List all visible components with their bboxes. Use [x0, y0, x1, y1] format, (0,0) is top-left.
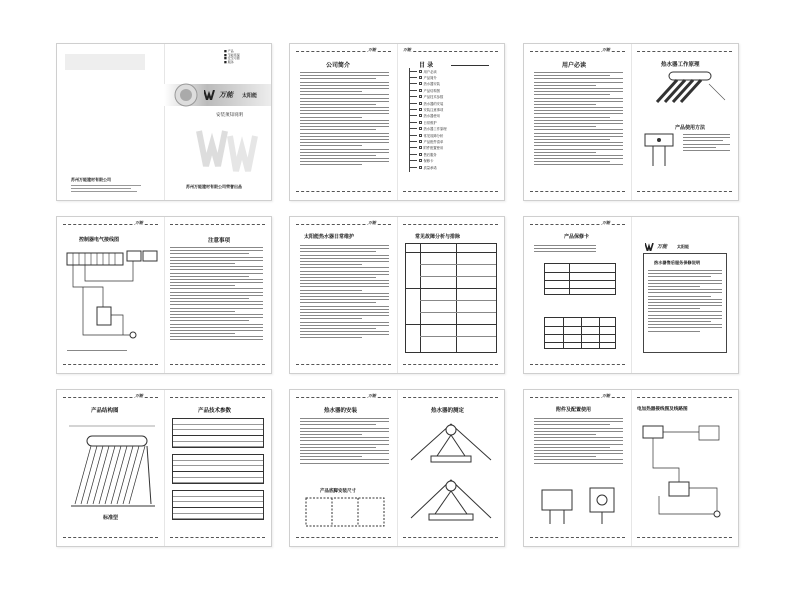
spread-installation: [289, 389, 505, 547]
installation-page: [290, 390, 397, 546]
catalog-item[interactable]: 日常维护: [409, 119, 447, 125]
w-logo-icon: [204, 90, 218, 100]
legend-item: ■ 服务: [224, 59, 234, 64]
installation-title: 热水器的安装: [324, 408, 358, 414]
wiring-title: 电加热器接线图及线路图: [637, 407, 688, 412]
spread-warranty: [523, 216, 739, 374]
legend-item: ■ 节能环保: [224, 52, 240, 57]
cover-legend: [224, 50, 240, 64]
repair-table: [544, 317, 616, 349]
header-logo: 万能: [368, 393, 376, 398]
catalog-item[interactable]: 热水器工作原理: [409, 126, 447, 132]
warranty-info-page: [631, 217, 738, 373]
company-name-back: 苏州万能建材有限公司: [71, 177, 111, 182]
header-logo: 万能: [602, 47, 610, 52]
electric-wiring-page: [631, 390, 738, 546]
maintenance-title: 太阳能热水器日常维护: [304, 234, 355, 240]
circuit-title: 控制器电气接线图: [79, 237, 120, 243]
header-logo: 万能: [135, 393, 143, 398]
precautions-page: [164, 217, 271, 373]
roof-diagram-2: [407, 470, 495, 526]
spread-user: [523, 43, 739, 201]
circuit-page: [57, 217, 164, 373]
header-logo: 万能: [368, 220, 376, 225]
catalog-item[interactable]: 保修卡: [409, 157, 447, 163]
accessory-sketch-2: [584, 486, 622, 526]
catalog-item[interactable]: 热水器安装: [409, 81, 447, 87]
company-name-front: 苏州万能建材有限公司荣誉出品: [186, 184, 242, 189]
catalog-item[interactable]: 热水器使用: [409, 113, 447, 119]
catalog-item[interactable]: 产品配件清单: [409, 138, 447, 144]
electric-wiring-diagram: [639, 418, 731, 526]
structure-page: [57, 390, 164, 546]
warranty-table: [544, 263, 616, 295]
legend-item: ■ 产品: [224, 49, 234, 53]
header-logo: 万能: [602, 393, 610, 398]
spread-accessories: [523, 389, 739, 547]
logo-text: 万能: [219, 92, 233, 99]
spread-structure: [56, 389, 272, 547]
user-title: 用户必读: [562, 62, 587, 69]
company-intro-page: [290, 44, 397, 200]
catalog-item[interactable]: 产品技术参数: [409, 94, 447, 100]
logo-text: 万能: [657, 244, 668, 250]
warranty-card-page: [524, 217, 631, 373]
catalog-item[interactable]: 热水器的安装: [409, 100, 447, 106]
standard-model: 标准型: [103, 515, 119, 521]
precautions-title: 注意事项: [208, 238, 231, 244]
catalog-item[interactable]: 产品简介: [409, 74, 447, 80]
usage-title: 产品使用方法: [675, 125, 706, 131]
params-table-3: [172, 490, 264, 520]
catalog-list: [409, 68, 447, 170]
installation-test-page: [397, 390, 504, 546]
tech-params-page: [164, 390, 271, 546]
accessories-page: [524, 390, 631, 546]
front-cover-page: [164, 44, 271, 200]
catalog-item[interactable]: 附件配置使用: [409, 145, 447, 151]
principle-title: 热水器工作原理: [661, 62, 700, 68]
w-logo-icon: [645, 243, 657, 251]
structure-title: 产品结构图: [91, 408, 119, 414]
catalog-title: 目 录: [419, 62, 434, 69]
spread-cover: [56, 43, 272, 201]
warranty-frame: [643, 253, 727, 353]
wiring-diagram: [63, 247, 161, 347]
maintenance-page: [290, 217, 397, 373]
back-cover-page: [57, 44, 164, 200]
faucet-diagram: [641, 130, 677, 172]
test-title: 热水器的测定: [431, 408, 465, 414]
params-table-2: [172, 454, 264, 484]
bracket-diagram: [302, 494, 388, 530]
intro-title: 公司简介: [326, 62, 351, 69]
legend-item: ■ 安全可靠: [224, 56, 240, 60]
warranty-title: 产品保修卡: [564, 234, 590, 240]
catalog-page: [397, 44, 504, 200]
user-must-read-page: [524, 44, 631, 200]
roof-diagram-1: [407, 416, 495, 466]
circuit-note: [67, 350, 127, 351]
bracket-title: 产品底脚安装尺寸: [320, 489, 356, 494]
working-principle-page: [631, 44, 738, 200]
cover-note: [65, 54, 145, 70]
spread-circuit: [56, 216, 272, 374]
spread-maintenance: [289, 216, 505, 374]
faults-title: 常见故障分析与排除: [415, 234, 461, 240]
catalog-item[interactable]: 常见故障分析: [409, 132, 447, 138]
cover-w-pattern: [194, 126, 264, 176]
header-logo: 万能: [602, 220, 610, 225]
manual-title: 安装须知说明: [216, 113, 243, 118]
catalog-item[interactable]: 安装注意事项: [409, 106, 447, 112]
accessory-sketch-1: [538, 486, 576, 526]
fault-table: [405, 243, 497, 353]
header-logo: 万能: [403, 47, 411, 52]
catalog-item[interactable]: 用户必读: [409, 68, 447, 74]
spread-intro: [289, 43, 505, 201]
warranty-card-title: 热水器售后服务保修说明: [654, 260, 701, 265]
catalog-item[interactable]: 售后服务: [409, 151, 447, 157]
faults-page: [397, 217, 504, 373]
header-logo: 万能: [368, 47, 376, 52]
header-logo: 万能: [135, 220, 143, 225]
accessories-title: 附件及配置使用: [556, 407, 592, 413]
product-name: 太阳能: [242, 93, 258, 99]
principle-diagram: [649, 70, 729, 104]
tech-params-title: 产品技术参数: [198, 408, 232, 414]
catalog-item[interactable]: 产品结构图: [409, 87, 447, 93]
params-table-1: [172, 418, 264, 448]
solar-heater-drawing: [67, 420, 157, 510]
product-name: 太阳能: [677, 244, 689, 249]
catalog-item[interactable]: 质量承诺: [409, 164, 447, 170]
